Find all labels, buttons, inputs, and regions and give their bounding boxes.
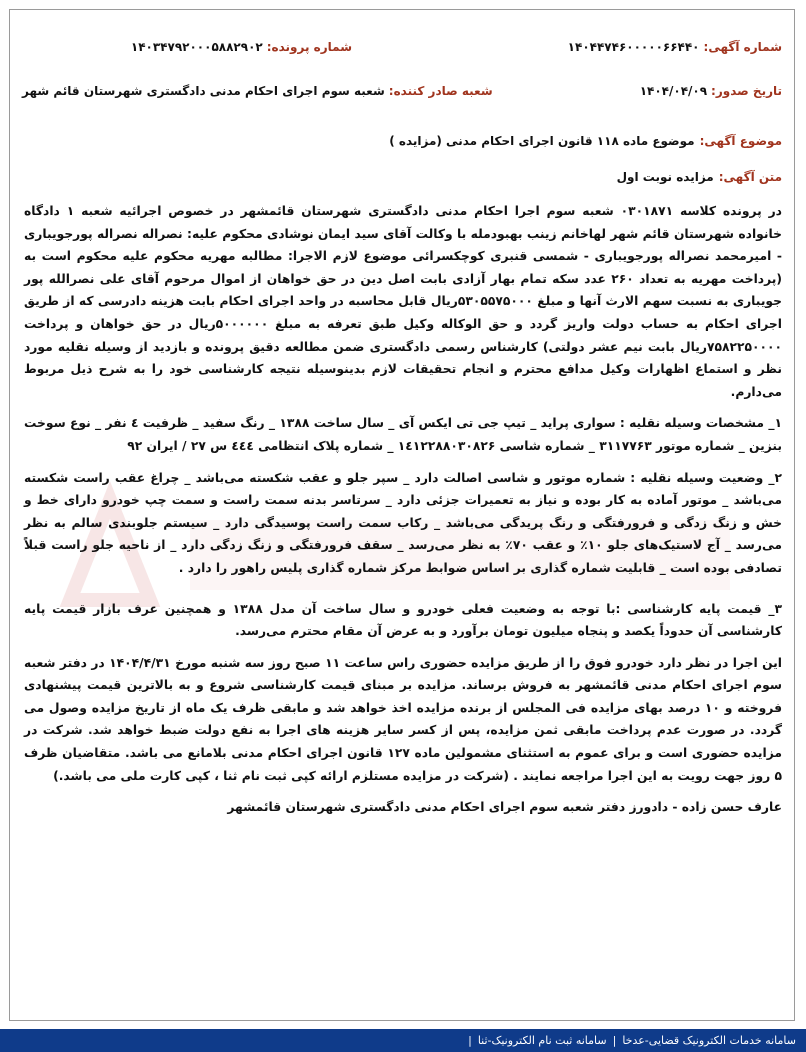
signature: عارف حسن زاده - دادورز دفتر شعبه سوم اجرای احکام مدنی دادگستری شهرستان قائمشهر	[227, 800, 782, 815]
case-number-label: شماره پرونده:	[266, 40, 352, 54]
case-number-value: ۱۴۰۳۴۷۹۲۰۰۰۵۸۸۲۹۰۲	[130, 40, 263, 54]
issuer-label: شعبه صادر کننده:	[388, 84, 493, 98]
ad-subject-value: موضوع ماده ۱۱۸ قانون اجرای احکام مدنی (مزایده )	[389, 134, 695, 148]
issue-date	[493, 84, 782, 98]
issue-date-value: ۱۴۰۴/۰۴/۰۹	[639, 84, 708, 98]
header-row-1	[22, 40, 782, 54]
ad-text-value: مزایده نوبت اول	[616, 170, 714, 184]
issuer	[22, 84, 493, 98]
issue-date-label: تاریخ صدور:	[711, 84, 782, 98]
ad-subject	[389, 134, 782, 148]
ad-number-label: شماره آگهی:	[703, 40, 782, 54]
header-row-2	[22, 84, 782, 98]
case-number	[131, 40, 352, 54]
paragraph-auction-terms: این اجرا در نظر دارد خودرو فوق را از طریق مزایده حضوری راس ساعت ۱۱ صبح روز سه شنبه مورخ ۱۴۰۴/۴/۳۱ در دفتر شعبه سوم اجرای احکام مدنی قائمشهر به فروش برساند. مزایده بر مبنای قیمت کارشناسی شروع و به بالاترین قیمت پیشنهادی فروخته و ۱۰ درصد بهای مزایده فی المجلس از برنده مزایده اخذ خواهد شد و مابقی ظرف یک ماه از تاریخ مزایده وصول می گردد. در صورت عدم پرداخت مابقی ثمن مزایده، پس از کسر سایر هزینه های اجرا به نفع دولت ضبط خواهد شد. شرکت در مزایده حضوری است و برای عموم به استثنای مشمولین ماده ۱۲۷ قانون اجرای احکام مدنی بلامانع می باشد. متقاضیان ظرف ۵ روز جهت رویت به این اجرا مراجعه نمایند . (شرکت در مزایده مستلزم ارائه کپی ثبت نام ثنا ، کپی کارت ملی می باشد.)	[24, 655, 783, 783]
paragraph-case-details: در پرونده کلاسه ۰۳۰۱۸۷۱ شعبه سوم اجرا احکام مدنی دادگستری شهرستان قائمشهر در خصوص اجرائیه شعبه ۱ دادگاه خانواده شهرستان قائم شهر لهاخانم زینب بهبودمله با وکالت آقای سید ایمان نوشادی محکوم علیه: نصراله نصراله پورجویباری - امیرمحمد نصراله پورجویباری - شمسی قنبری کوچکسرائی موضوع لازم الاجرا: مطالبه مهریه محکوم علیه محکوم است به (پرداخت مهریه به تعداد ۲۶۰ عدد سکه تمام بهار آزادی بابت اصل دین در حق خواهان از اموال مرحوم آقای علی نصرالله پور جویباری به نسبت سهم الارث آنها و مبلغ ۵۳۰۵۵۷۵۰۰۰ریال قابل محاسبه در واحد اجرای احکام بابت هزینه دادرسی که از طریق اجرای احکام به حساب دولت واریز گردد و حق الوکاله وکیل طبق تعرفه به مبلغ ۵۰۰۰۰۰۰ریال در حق خواهان و پرداخت ۷۵۸۲۲۵۰۰۰۰ریال بابت نیم عشر دولتی) کارشناس رسمی دادگستری ضمن مطالعه دقیق پرونده و بازدید از وسیله نقلیه مورد نظر و استماع اظهارات وکیل مدافع محترم و انجام تحقیقات لازم بدینوسیله نتیجه کارشناسی خود را به شرح ذیل مربوط می‌دارم.	[24, 204, 783, 399]
ad-body	[24, 200, 782, 828]
ad-text-label: متن آگهی:	[718, 170, 782, 184]
ad-number	[352, 40, 782, 54]
paragraph-base-price: ۳_ قیمت پایه کارشناسی :با توجه به وضعیت فعلی خودرو و سال ساخت آن مدل ۱۳۸۸ و همچنین عرف بازار قیمت پایه کارشناسی آن حدوداً یکصد و پنجاه میلیون تومان برآورد و به عرض آن مقام محترم می‌رسد.	[24, 601, 783, 639]
paragraph-vehicle-specs: ۱_ مشخصات وسیله نقلیه : سواری پراید _ تیپ جی تی ایکس آی _ سال ساخت ۱۳۸۸ _ رنگ سفید _ ظرفیت ٤ نفر _ نوع سوخت بنزین _ شماره موتور ۳۱۱۷۷۶۳ _ شماره شاسی ۱٤۱۲۲۸۸۰۳۰۸۲۶ _ شماره پلاک انتظامی ٤٤٤ س ۲۷ / ایران ۹۲	[24, 416, 782, 453]
issuer-value: شعبه سوم اجرای احکام مدنی دادگستری شهرستان قائم شهر	[22, 84, 385, 98]
ad-text-heading	[617, 170, 782, 184]
ad-subject-label: موضوع آگهی:	[699, 134, 782, 148]
paragraph-vehicle-condition: ۲_ وضعیت وسیله نقلیه : شماره موتور و شاسی اصالت دارد _ سپر جلو و عقب شکسته می‌باشد _ چراغ عقب راست شکسته می‌باشد _ موتور آماده به کار بوده و نیاز به تعمیرات جزئی دارد _ سرتاسر بدنه سمت راست و سمت چپ خودرو دارای خط و خش و زنگ زدگی و فرورفتگی و رنگ پریدگی می‌باشد _ رکاب سمت راست پوسیدگی دارد _ سیستم جلوبندی سالم به نظر می‌رسد _ آج لاستیک‌های جلو ۱۰٪ و عقب ۷۰٪ به نظر می‌رسد _ سقف فرورفتگی و زنگ زدگی دارد _ از ناحیه جلو راست قبلاً تصادفی بوده است _ قابلیت شماره گذاری بر اساس ضوابط مرکز شماره گذاری پلیس راهور را دارد .	[24, 470, 782, 575]
ad-number-value: ۱۴۰۴۴۷۴۶۰۰۰۰۰۶۶۴۴۰	[567, 40, 700, 54]
notice-content	[10, 10, 794, 1020]
footer-separator: |	[612, 1034, 617, 1047]
footer-separator-end: |	[468, 1034, 472, 1047]
footer-samakhad-link[interactable]: سامانه خدمات الکترونیک قضایی-عدخا	[622, 1034, 796, 1047]
notice-frame	[9, 9, 795, 1021]
footer-sana-link[interactable]: سامانه ثبت نام الکترونیک-ثنا	[477, 1034, 607, 1047]
footer-bar	[0, 1029, 806, 1052]
